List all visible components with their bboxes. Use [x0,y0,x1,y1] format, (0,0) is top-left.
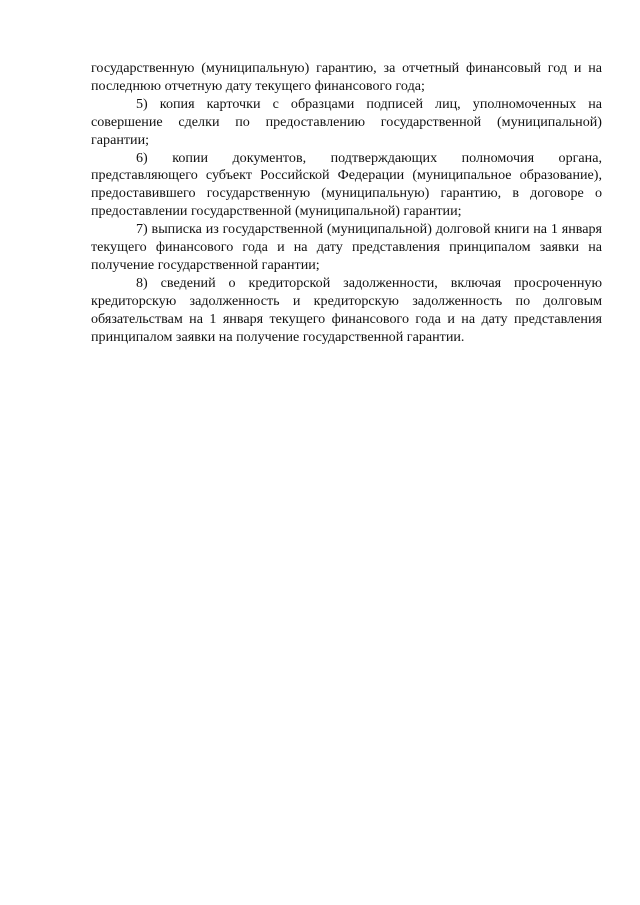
paragraph-continuation: государственную (муниципальную) гарантию, за отчетный финансовый год и на последнюю отчетную дату текущего финансового года; [91,60,602,94]
document-body [91,60,602,347]
paragraph-item-6: 6) копии документов, подтверждающих полномочия органа, представляющего субъект Российской Федерации (муниципальное образование), предоставившего государственную (муниципальную) гарантию, в договоре о предоставлении государственной (муниципальной) гарантии; [91,149,602,220]
paragraph-item-7: 7) выписка из государственной (муниципальной) долговой книги на 1 января текущего финансового года и на дату представления принципалом заявки на получение государственной гарантии; [91,221,602,273]
paragraph-item-5: 5) копия карточки с образцами подписей лиц, уполномоченных на совершение сделки по предоставлению государственной (муниципальной) гарантии; [91,95,602,148]
paragraph-item-8: 8) сведений о кредиторской задолженности, включая просроченную кредиторскую задолженность и кредиторскую задолженность по долговым обязательствам на 1 января текущего финансового года и на дату представления принципалом заявки на получение государственной гарантии. [91,274,602,345]
